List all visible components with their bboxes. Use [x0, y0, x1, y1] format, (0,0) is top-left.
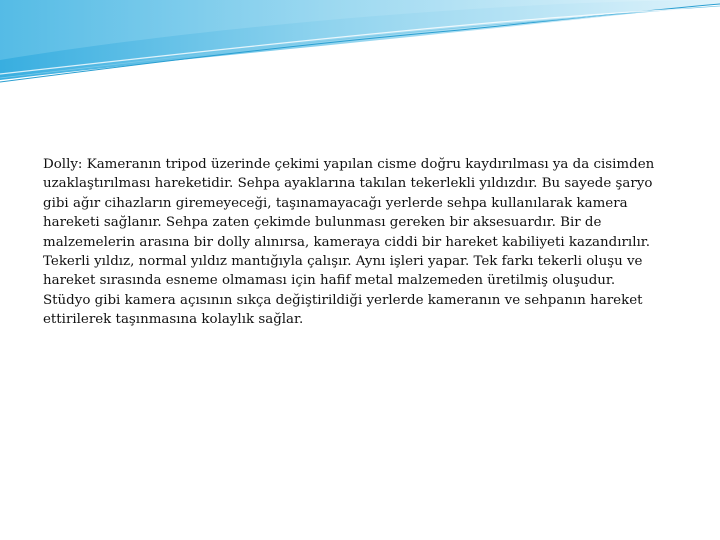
- body-paragraph: Dolly: Kameranın tripod üzerinde çekimi yapılan cisme doğru kaydırılması ya da cisimden uzaklaştırılması hareketidir. Sehpa ayaklarına takılan tekerlekli yıldızdır. Bu sayede şaryo gibi ağır cihazların giremeyeceği, taşınamayacağı yerlerde sehpa kullanılarak kamera hareketi sağlanır. Sehpa zaten çekimde bulunması gereken bir aksesuardır. Bir de malzemelerin arasına bir dolly alınırsa, kameraya ciddi bir hareket kabiliyeti kazandırılır. Tekerli yıldız, normal yıldız mantığıyla çalışır. Aynı işleri yapar. Tek farkı tekerli oluşu ve hareket sırasında esneme olmaması için hafif metal malzemeden üretilmiş oluşudur. Stüdyo gibi kamera açısının sıkça değiştirildiği yerlerde kameranın ve sehpanın hareket ettirilerek taşınmasına kolaylık sağlar.: [43, 157, 655, 328]
- header-wave-decoration: [0, 0, 720, 100]
